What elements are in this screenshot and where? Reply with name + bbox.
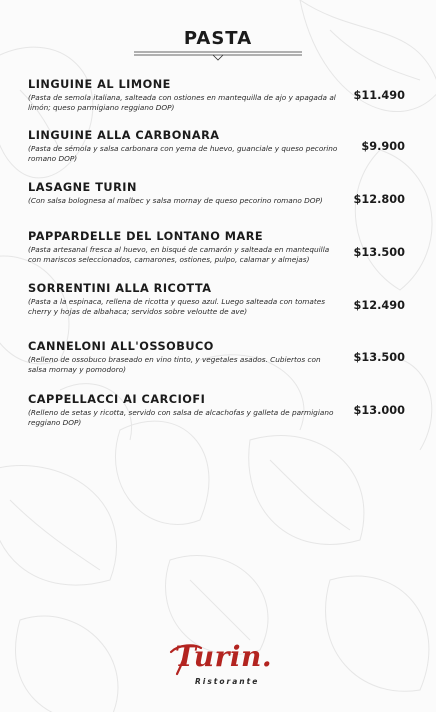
dish-description: (Pasta a la espinaca, rellena de ricotta y queso azul. Luego salteada con tomates cherry y hojas de albahaca; servidos sobre veloutte de ave) (28, 297, 326, 317)
dish-name: PAPPARDELLE DEL LONTANO MARE (28, 230, 264, 243)
dish-name: SORRENTINI ALLA RICOTTA (28, 282, 212, 295)
dish-description: (Relleno de setas y ricotta, servido con salsa de alcachofas y galleta de parmigiano reggiano DOP) (28, 408, 334, 428)
dish-price: $11.490 (353, 89, 405, 102)
restaurant-logo (165, 640, 275, 692)
dish-price: $12.490 (353, 299, 405, 312)
dish-price: $13.000 (353, 404, 405, 417)
logo-subtitle: Ristorante (195, 677, 260, 686)
dish-price: $13.500 (353, 246, 405, 259)
dish-name: CAPPELLACCI AI CARCIOFI (28, 393, 206, 406)
dish-price: $9.900 (361, 140, 405, 153)
menu-item (28, 129, 412, 165)
dish-description: (Pasta de sémola y salsa carbonara con yema de huevo, guanciale y queso pecorino romano DOP) (28, 144, 338, 164)
menu-item (28, 78, 412, 114)
dish-name: LASAGNE TURIN (28, 181, 137, 194)
dish-price: $13.500 (353, 351, 405, 364)
dish-description: (Pasta artesanal fresca al huevo, en bisqué de camarón y salteada en mantequilla con mariscos seleccionados, camarones, ostiones, pulpo, calamar y almejas) (28, 245, 330, 265)
dish-price: $12.800 (353, 193, 405, 206)
menu-item (28, 282, 412, 318)
section-heading: PASTA (183, 28, 253, 49)
dish-name: CANNELONI ALL'OSSOBUCO (28, 340, 214, 353)
dish-description: (Pasta de semola italiana, salteada con ostiones en mantequilla de ajo y apagada al limón; queso parmigiano reggiano DOP) (28, 93, 336, 113)
dish-description: (Relleno de ossobuco braseado en vino tinto, y vegetales asados. Cubiertos con salsa mornay y pomodoro) (28, 355, 321, 375)
heading-ornament (132, 48, 304, 62)
dish-name: LINGUINE ALLA CARBONARA (28, 129, 220, 142)
dish-description: (Con salsa bolognesa al malbec y salsa mornay de queso pecorino romano DOP) (28, 196, 323, 205)
menu-item (28, 230, 412, 266)
dish-name: LINGUINE AL LIMONE (28, 78, 171, 91)
menu-item (28, 393, 412, 429)
logo-script: Turin. (175, 640, 273, 673)
menu-item (28, 340, 412, 376)
menu-item (28, 181, 412, 206)
